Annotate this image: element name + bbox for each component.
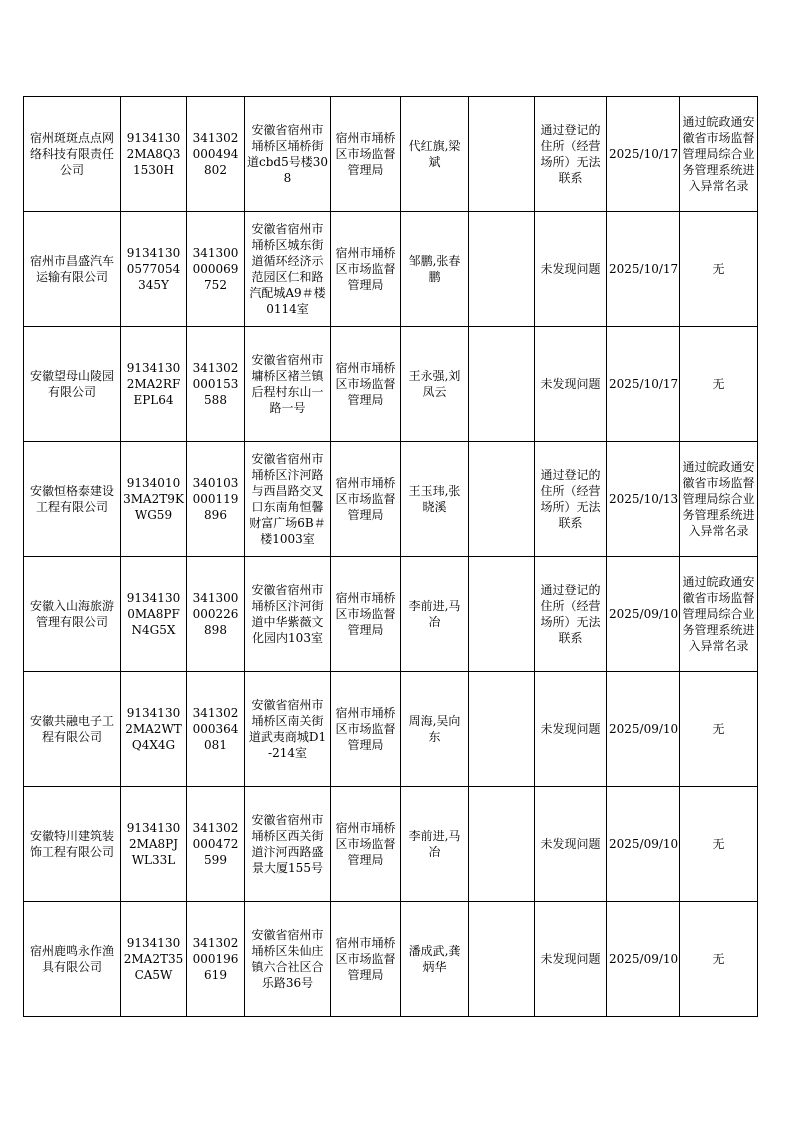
authority-cell: 宿州市埇桥区市场监督管理局 — [331, 97, 401, 212]
blank-cell — [469, 212, 535, 327]
inspectors-cell: 王永强,刘凤云 — [401, 327, 469, 442]
action-taken-cell: 无 — [680, 327, 758, 442]
inspectors-cell: 代红旗,梁斌 — [401, 97, 469, 212]
address-cell: 安徽省宿州市埇桥区汴河路与西昌路交叉口东南角恒馨财富广场6B＃楼1003室 — [245, 442, 331, 557]
authority-cell: 宿州市埇桥区市场监督管理局 — [331, 787, 401, 902]
company-name-cell: 安徽入山海旅游管理有限公司 — [24, 557, 121, 672]
inspectors-cell: 王玉玮,张晓溪 — [401, 442, 469, 557]
action-taken-cell: 无 — [680, 212, 758, 327]
company-name-cell: 安徽共融电子工程有限公司 — [24, 672, 121, 787]
inspection-date-cell: 2025/10/17 — [607, 212, 680, 327]
inspection-date-cell: 2025/10/17 — [607, 327, 680, 442]
company-name-cell: 安徽恒格泰建设工程有限公司 — [24, 442, 121, 557]
registration-number-cell: 340103000119896 — [187, 442, 245, 557]
inspectors-cell: 周海,吴向东 — [401, 672, 469, 787]
inspectors-cell: 邹鹏,张春鹏 — [401, 212, 469, 327]
credit-code-cell: 91341302MA8Q31530H — [121, 97, 187, 212]
company-name-cell: 宿州市昌盛汽车运输有限公司 — [24, 212, 121, 327]
address-cell: 安徽省宿州市墉桥区褚兰镇后程村东山一路一号 — [245, 327, 331, 442]
address-cell: 安徽省宿州市埇桥区城东街道循环经济示范园区仁和路汽配城A9＃楼0114室 — [245, 212, 331, 327]
blank-cell — [469, 327, 535, 442]
inspection-result-cell: 通过登记的住所（经营场所）无法联系 — [535, 557, 607, 672]
credit-code-cell: 91341302MA8PJWL33L — [121, 787, 187, 902]
inspectors-cell: 潘成武,龚炳华 — [401, 902, 469, 1017]
blank-cell — [469, 97, 535, 212]
company-name-cell: 宿州鹿鸣永作渔具有限公司 — [24, 902, 121, 1017]
company-name-cell: 安徽望母山陵园有限公司 — [24, 327, 121, 442]
address-cell: 安徽省宿州市埇桥区埇桥街道cbd5号楼308 — [245, 97, 331, 212]
action-taken-cell: 无 — [680, 902, 758, 1017]
company-name-cell: 安徽特川建筑装饰工程有限公司 — [24, 787, 121, 902]
blank-cell — [469, 557, 535, 672]
credit-code-cell: 91341300MA8PFN4G5X — [121, 557, 187, 672]
inspection-date-cell: 2025/10/13 — [607, 442, 680, 557]
inspection-date-cell: 2025/09/10 — [607, 557, 680, 672]
address-cell: 安徽省宿州市埇桥区南关街道武夷商城D1-214室 — [245, 672, 331, 787]
blank-cell — [469, 442, 535, 557]
authority-cell: 宿州市埇桥区市场监督管理局 — [331, 212, 401, 327]
inspectors-cell: 李前进,马冶 — [401, 557, 469, 672]
registration-number-cell: 341302000472599 — [187, 787, 245, 902]
inspection-date-cell: 2025/09/10 — [607, 787, 680, 902]
address-cell: 安徽省宿州市埇桥区朱仙庄镇六合社区合乐路36号 — [245, 902, 331, 1017]
inspection-result-cell: 未发现问题 — [535, 672, 607, 787]
table-row — [24, 902, 758, 1017]
inspection-date-cell: 2025/09/10 — [607, 902, 680, 1017]
authority-cell: 宿州市埇桥区市场监督管理局 — [331, 557, 401, 672]
credit-code-cell: 91341302MA2RFEPL64 — [121, 327, 187, 442]
inspection-result-cell: 通过登记的住所（经营场所）无法联系 — [535, 442, 607, 557]
credit-code-cell: 91341300577054345Y — [121, 212, 187, 327]
action-taken-cell: 通过皖政通安徽省市场监督管理局综合业务管理系统进入异常名录 — [680, 97, 758, 212]
inspection-results-table — [23, 96, 758, 1017]
address-cell: 安徽省宿州市埇桥区汴河街道中华紫薇文化园内103室 — [245, 557, 331, 672]
registration-number-cell: 341302000196619 — [187, 902, 245, 1017]
credit-code-cell: 91341302MA2T35CA5W — [121, 902, 187, 1017]
credit-code-cell: 91341302MA2WTQ4X4G — [121, 672, 187, 787]
inspection-date-cell: 2025/09/10 — [607, 672, 680, 787]
action-taken-cell: 通过皖政通安徽省市场监督管理局综合业务管理系统进入异常名录 — [680, 557, 758, 672]
inspection-result-cell: 通过登记的住所（经营场所）无法联系 — [535, 97, 607, 212]
table-row — [24, 787, 758, 902]
authority-cell: 宿州市埇桥区市场监督管理局 — [331, 442, 401, 557]
table-row — [24, 97, 758, 212]
inspectors-cell: 李前进,马冶 — [401, 787, 469, 902]
inspection-date-cell: 2025/10/17 — [607, 97, 680, 212]
credit-code-cell: 91340103MA2T9KWG59 — [121, 442, 187, 557]
registration-number-cell: 341300000069752 — [187, 212, 245, 327]
authority-cell: 宿州市埇桥区市场监督管理局 — [331, 672, 401, 787]
action-taken-cell: 通过皖政通安徽省市场监督管理局综合业务管理系统进入异常名录 — [680, 442, 758, 557]
table-row — [24, 327, 758, 442]
authority-cell: 宿州市埇桥区市场监督管理局 — [331, 327, 401, 442]
blank-cell — [469, 672, 535, 787]
table-row — [24, 212, 758, 327]
action-taken-cell: 无 — [680, 787, 758, 902]
company-name-cell: 宿州斑斑点点网络科技有限责任公司 — [24, 97, 121, 212]
registration-number-cell: 341302000494802 — [187, 97, 245, 212]
authority-cell: 宿州市埇桥区市场监督管理局 — [331, 902, 401, 1017]
registration-number-cell: 341300000226898 — [187, 557, 245, 672]
table-row — [24, 557, 758, 672]
inspection-result-cell: 未发现问题 — [535, 327, 607, 442]
action-taken-cell: 无 — [680, 672, 758, 787]
inspection-result-cell: 未发现问题 — [535, 902, 607, 1017]
inspection-result-cell: 未发现问题 — [535, 787, 607, 902]
inspection-result-cell: 未发现问题 — [535, 212, 607, 327]
registration-number-cell: 341302000153588 — [187, 327, 245, 442]
blank-cell — [469, 902, 535, 1017]
address-cell: 安徽省宿州市埇桥区西关街道汴河西路盛景大厦155号 — [245, 787, 331, 902]
registration-number-cell: 341302000364081 — [187, 672, 245, 787]
table-row — [24, 442, 758, 557]
blank-cell — [469, 787, 535, 902]
table-row — [24, 672, 758, 787]
